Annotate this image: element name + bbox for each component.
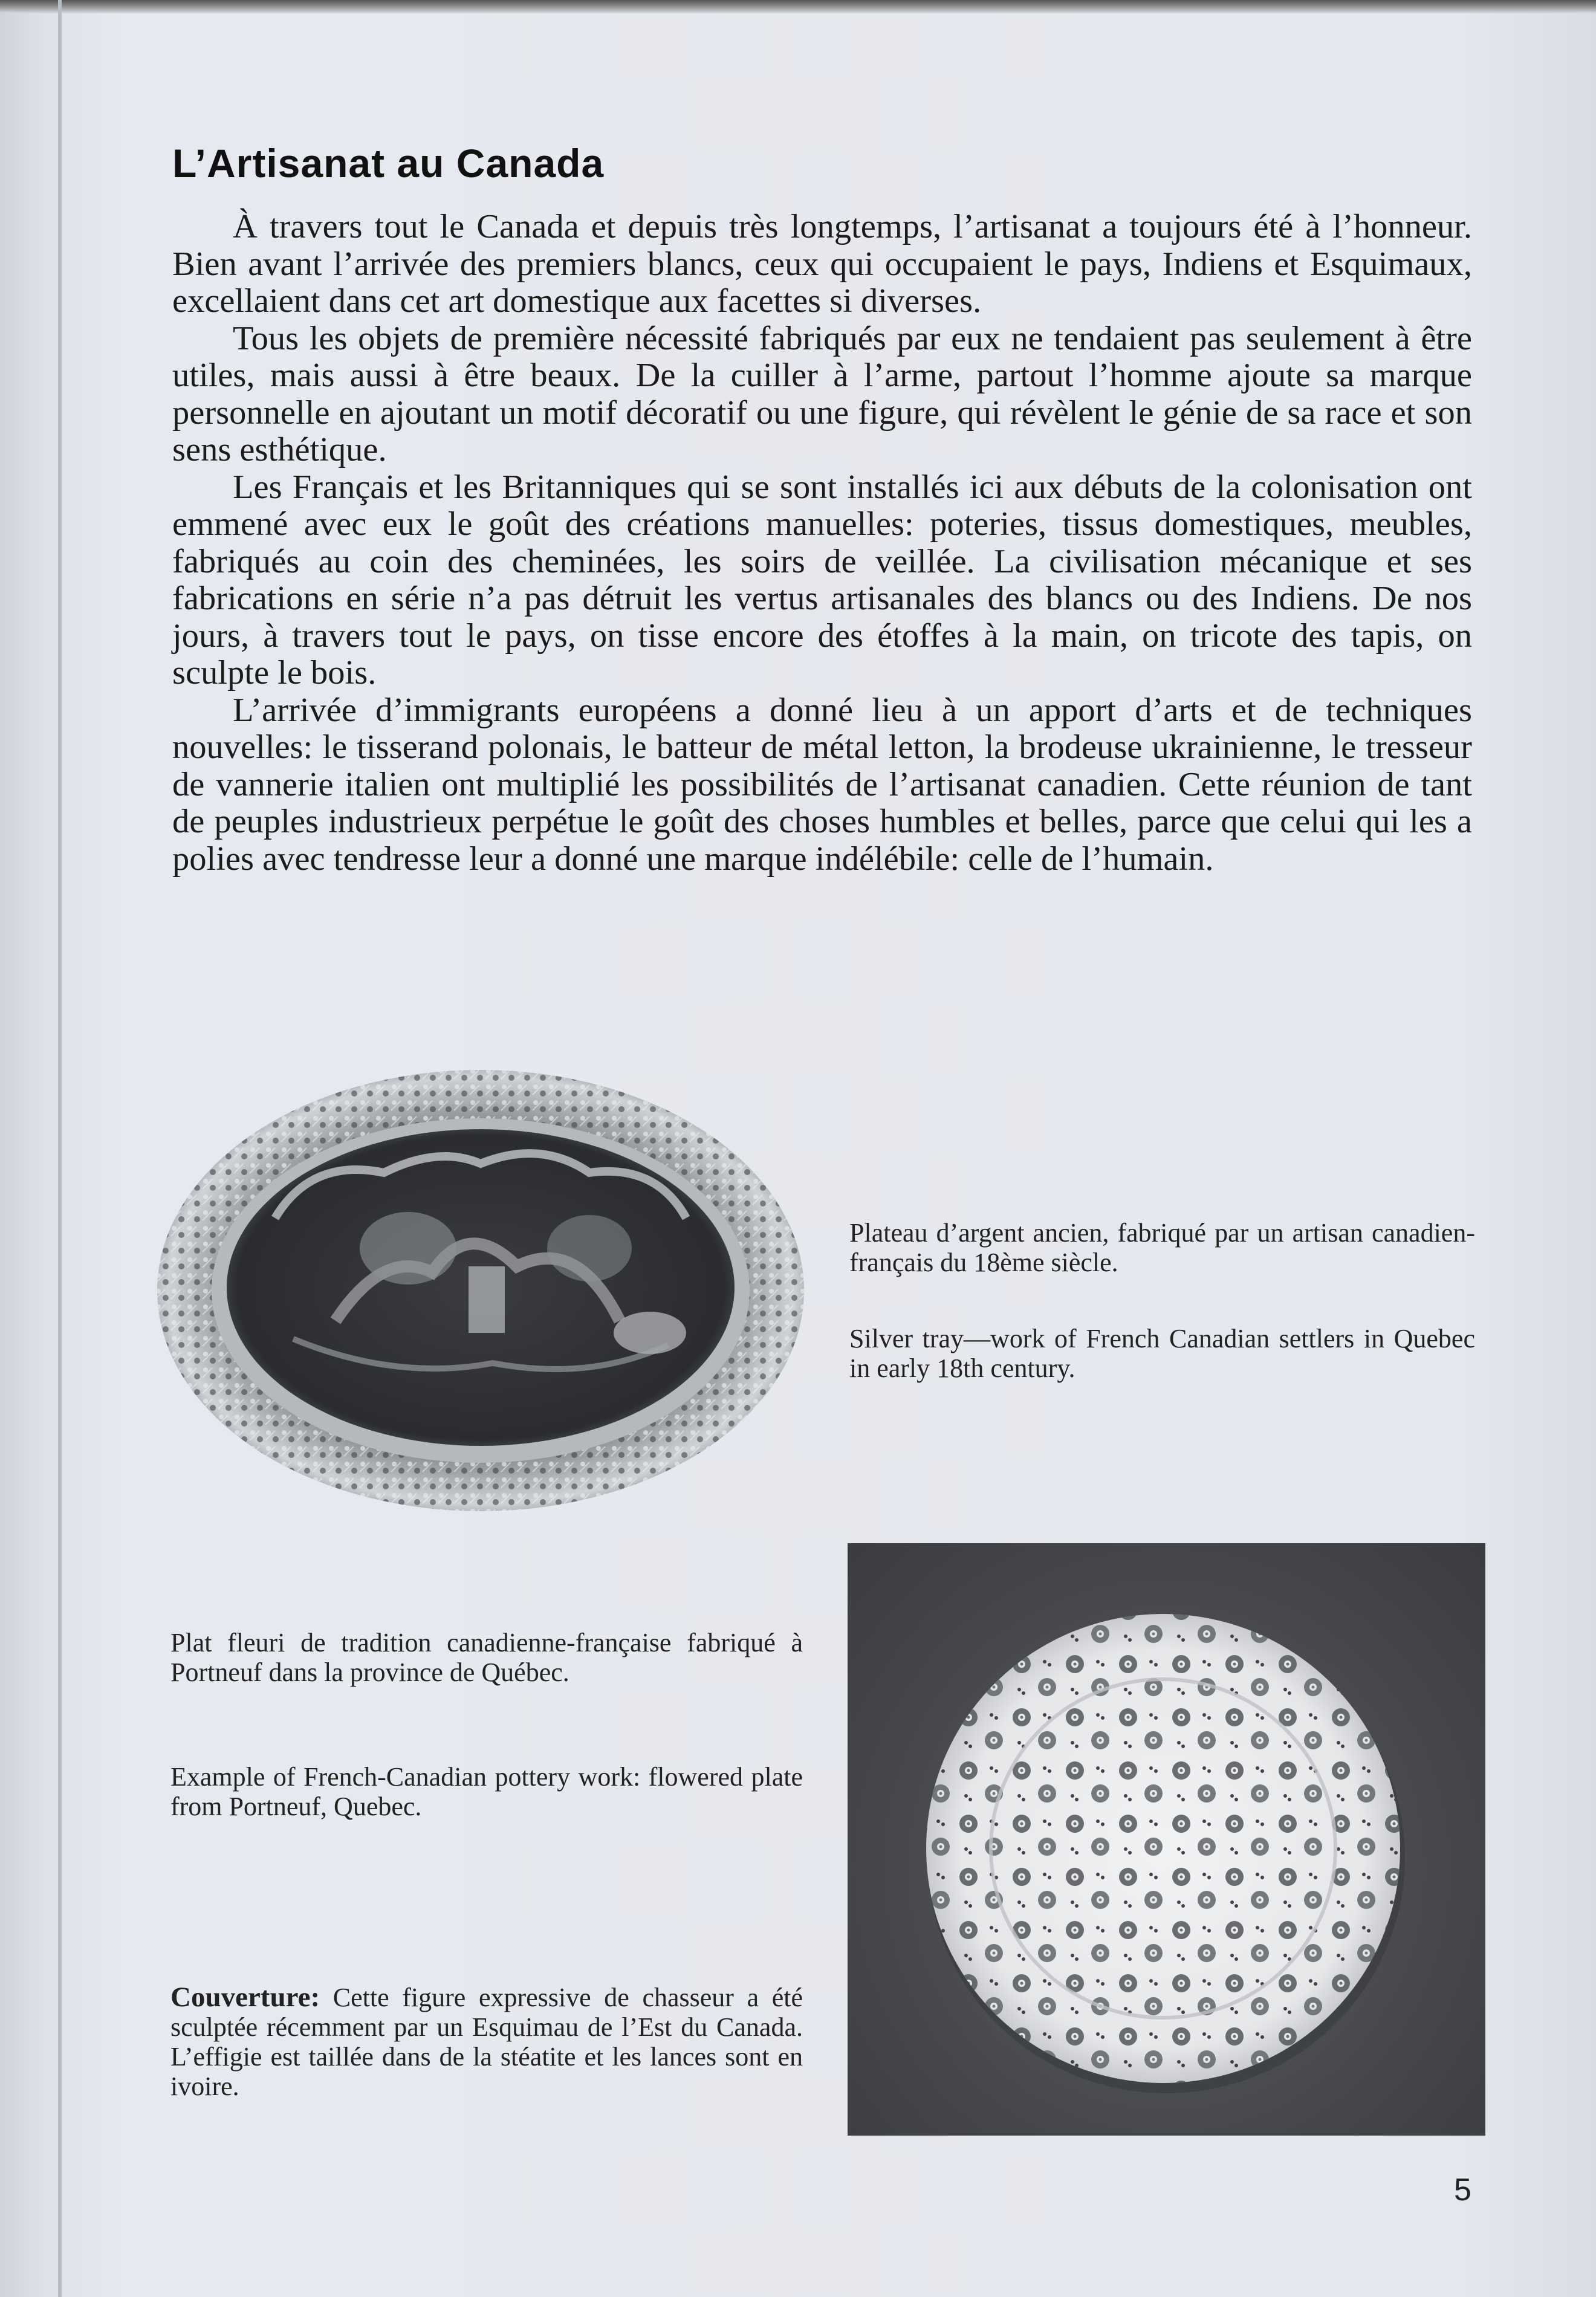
cover-note <box>170 1983 803 2101</box>
silver-tray-photo <box>154 1067 807 1514</box>
cover-label: Couverture: <box>170 1981 320 2013</box>
paragraph-2: Tous les objets de première nécessité fabriqués par eux ne tendaient pas seulement à être utiles, mais aussi à être beaux. De la cuiller à l’arme, partout l’homme ajoute sa marque personnelle en ajoutant un motif décoratif ou une figure, qui révèlent le génie de sa race et son sens esthétique. <box>172 319 1472 468</box>
flowered-plate-photo <box>848 1543 1485 2136</box>
binding-shadow <box>58 0 62 2297</box>
plate-caption-french: Plat fleuri de tradition canadienne-française fabriqué à Portneuf dans la province de Québec. <box>170 1628 803 1687</box>
paragraph-1: À travers tout le Canada et depuis très longtemps, l’artisanat a toujours été à l’honneur. Bien avant l’arrivée des premiers blancs, ceux qui occupaient le pays, Indiens et Esquimaux, excellaient dans cet art domestique aux facettes si diverses. <box>172 208 1472 320</box>
page-number: 5 <box>1454 2172 1471 2208</box>
top-edge <box>0 0 1596 13</box>
tray-caption-english: Silver tray—work of French Canadian settlers in Quebec in early 18th century. <box>849 1324 1475 1383</box>
paragraph-4: L’arrivée d’immigrants européens a donné lieu à un apport d’arts et de techniques nouvelles: le tisserand polonais, le batteur de métal letton, la brodeuse ukrainienne, le tresseur de vannerie italien ont multiplié les possibilités de l’artisanat canadien. Cette réunion de tant de peuples industrieux perpétue le goût des choses humbles et belles, parce que celui qui les a polies avec tendresse leur a donné une marque indélébile: celle de l’humain. <box>172 691 1472 878</box>
article-title: L’Artisanat au Canada <box>172 141 605 186</box>
plate-caption-english: Example of French-Canadian pottery work: flowered plate from Portneuf, Quebec. <box>170 1762 803 1821</box>
article-body <box>172 209 1472 878</box>
tray-caption-french: Plateau d’argent ancien, fabriqué par un artisan canadien-français du 18ème siècle. <box>849 1218 1475 1277</box>
cover-text: Cette figure expressive de chasseur a été sculptée récemment par un Esquimau de l’Est du Canada. L’effigie est taillée dans de la stéatite et les lances sont en ivoire. <box>170 1983 803 2101</box>
flowered-plate-drawing <box>848 1543 1485 2136</box>
paragraph-3: Les Français et les Britanniques qui se sont installés ici aux débuts de la colonisation ont emmené avec eux le goût des créations manuelles: poteries, tissus domestiques, meubles, fabriqués au coin des cheminées, les soirs de veillée. La civilisation mécanique et ses fabrications en série n’a pas détruit les vertus artisanales des blancs ou des Indiens. De nos jours, à travers tout le pays, on tisse encore des étoffes à la main, on tricote des tapis, on sculpte le bois. <box>172 468 1472 692</box>
